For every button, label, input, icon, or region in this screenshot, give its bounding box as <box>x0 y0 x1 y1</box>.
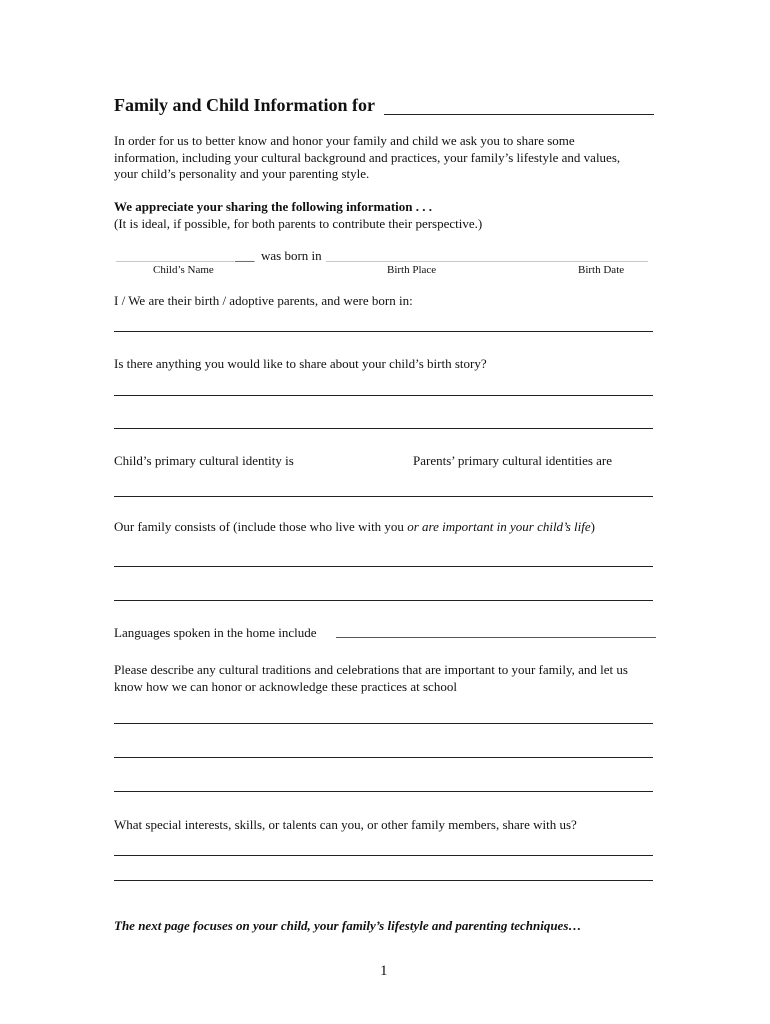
traditions-field-3[interactable] <box>114 791 653 792</box>
child-identity-prompt: Child’s primary cultural identity is <box>114 453 294 468</box>
family-consists-close: ) <box>590 519 595 534</box>
child-name-field[interactable] <box>116 261 234 262</box>
intro-line-3: your child’s personality and your parenting style. <box>114 166 370 181</box>
intro-line-1: In order for us to better know and honor your family and child we ask you to share some <box>114 133 575 148</box>
form-title: Family and Child Information for <box>114 95 376 115</box>
birth-story-field-1[interactable] <box>114 395 653 396</box>
interests-prompt: What special interests, skills, or talents can you, or other family members, share with us? <box>114 817 577 832</box>
family-field-1[interactable] <box>114 566 653 567</box>
family-consists-prompt <box>114 519 595 536</box>
birth-place-caption: Birth Place <box>387 264 437 276</box>
birth-story-prompt: Is there anything you would like to share about your child’s birth story? <box>114 356 487 371</box>
was-born-in-label: was born in <box>261 248 322 263</box>
next-page-note: The next page focuses on your child, your family’s lifestyle and parenting techniques… <box>114 918 582 933</box>
interests-field-1[interactable] <box>114 855 653 856</box>
blank-marker: ___ <box>235 248 255 263</box>
birth-story-field-2[interactable] <box>114 428 653 429</box>
birth-place-date-field[interactable] <box>326 261 648 262</box>
languages-field[interactable] <box>336 637 656 638</box>
child-name-caption: Child’s Name <box>153 264 214 276</box>
interests-field-2[interactable] <box>114 880 653 881</box>
family-consists-text: Our family consists of (include those who live with you <box>114 519 408 534</box>
family-field-2[interactable] <box>114 600 653 601</box>
page-number: 1 <box>380 963 388 979</box>
parents-identity-prompt: Parents’ primary cultural identities are <box>413 453 613 468</box>
parents-born-prompt: I / We are their birth / adoptive parents, and were born in: <box>114 293 413 308</box>
intro-line-2: information, including your cultural background and practices, your family’s lifestyle and values, <box>114 149 621 165</box>
languages-prompt: Languages spoken in the home include <box>114 625 317 640</box>
cultural-identity-field[interactable] <box>114 496 653 497</box>
traditions-field-2[interactable] <box>114 757 653 758</box>
family-name-field[interactable] <box>384 114 654 115</box>
family-consists-italic: or are important in your child’s life <box>407 519 591 534</box>
appreciate-heading: We appreciate your sharing the following information . . . <box>114 199 433 214</box>
birth-date-caption: Birth Date <box>578 264 625 276</box>
parents-born-field[interactable] <box>114 331 653 332</box>
ideal-note: (It is ideal, if possible, for both parents to contribute their perspective.) <box>114 215 483 231</box>
traditions-field-1[interactable] <box>114 723 653 724</box>
traditions-prompt-line-2: know how we can honor or acknowledge these practices at school <box>114 678 457 694</box>
traditions-prompt-line-1: Please describe any cultural traditions and celebrations that are important to your family, and let us <box>114 662 628 677</box>
